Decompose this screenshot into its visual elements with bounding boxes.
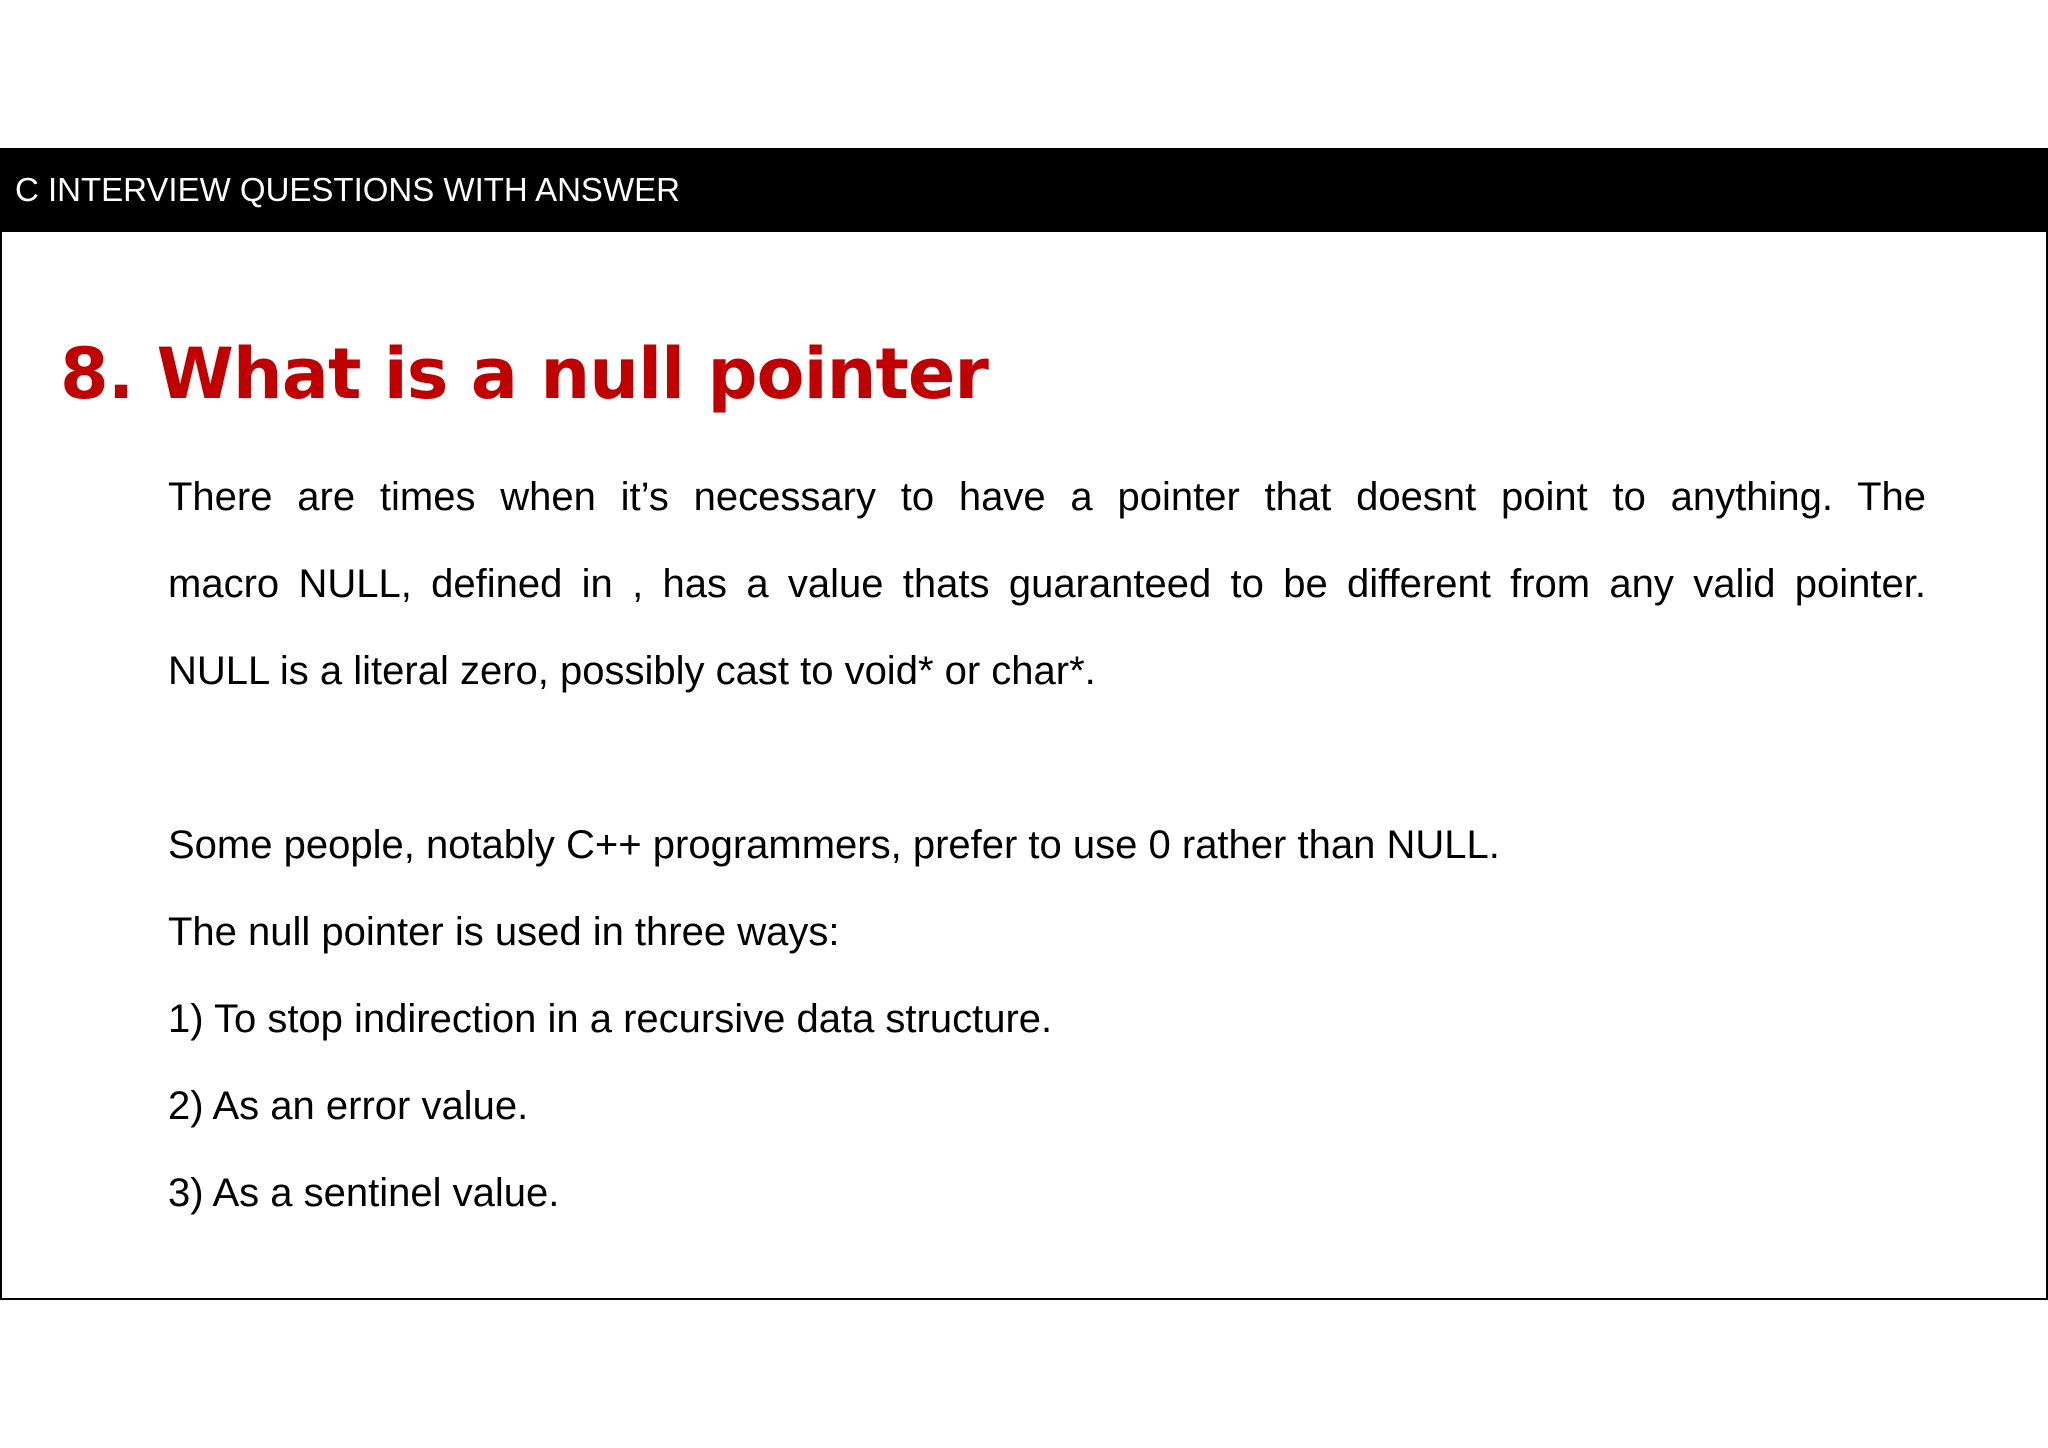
list-item: 3) As a sentinel value.	[168, 1171, 560, 1215]
answer-line: The null pointer is used in three ways:	[168, 910, 840, 954]
question-title: 8. What is a null pointer	[60, 333, 988, 415]
header-title: C INTERVIEW QUESTIONS WITH ANSWER	[15, 171, 680, 208]
answer-line: Some people, notably C++ programmers, prefer to use 0 rather than NULL.	[168, 823, 1500, 867]
answer-line: There are times when it’s necessary to have a pointer that doesnt point to anything. The	[168, 475, 1926, 519]
answer-line: macro NULL, defined in , has a value thats guaranteed to be different from any valid pointer.	[168, 562, 1926, 606]
answer-paragraph-2	[168, 802, 1926, 1237]
header-bar	[0, 148, 2048, 232]
answer-line: NULL is a literal zero, possibly cast to void* or char*.	[168, 649, 1096, 693]
content-box	[0, 232, 2048, 1300]
list-item: 1) To stop indirection in a recursive data structure.	[168, 997, 1053, 1041]
list-item: 2) As an error value.	[168, 1084, 529, 1128]
answer-paragraph-1	[168, 454, 1926, 715]
